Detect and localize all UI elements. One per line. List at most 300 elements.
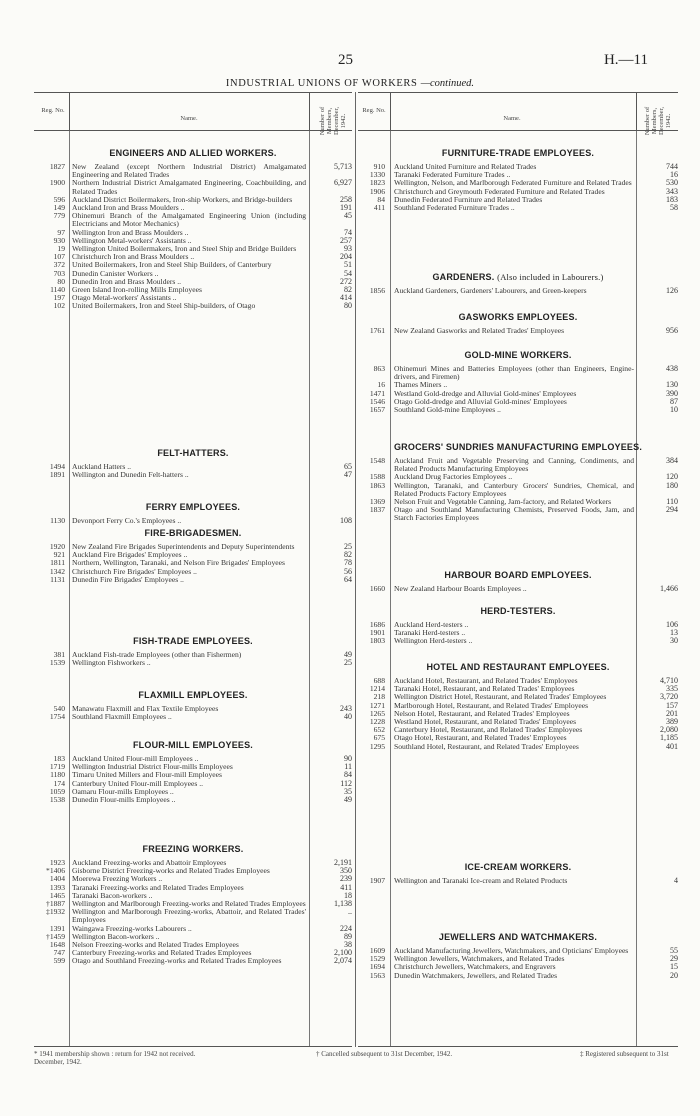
union-name: Taranaki Herd-testers .. [394,628,466,638]
union-name: Nelson Hotel, Restaurant, and Related Trades' Employees [394,708,570,718]
union-name: Christchurch and Greymouth Federated Furniture and Related Trades [394,186,605,196]
reg-no: 1827 [49,162,65,171]
table-row [358,877,678,885]
union-name: Auckland Fish-trade Employees (other than Fishermen) [72,650,242,659]
reg-no: 1265 [369,708,385,718]
reg-no: 930 [53,235,65,245]
member-count: 87 [670,396,678,406]
reg-no: 1694 [369,962,385,972]
name-header: Name. [503,115,521,122]
member-count: 89 [344,931,352,941]
member-count: 16 [670,170,678,180]
member-count: 35 [344,786,352,796]
union-name: Wellington Jewellers, Watchmakers, and Related Trades [394,954,565,964]
reg-no: 1891 [49,470,65,480]
reg-no: 599 [53,956,65,966]
union-name: Christchurch Jewellers, Watchmakers, and Engravers [394,962,556,972]
reg-no: 80 [57,276,65,286]
member-count: 6,927 [334,178,352,188]
reg-no: 1563 [369,970,385,980]
running-title-cont: —continued. [420,78,475,89]
member-count: 3,720 [660,692,678,702]
table-row [358,743,678,751]
section-title-text: FURNITURE-TRADE EMPLOYEES. [441,148,595,158]
section-title-text: HOTEL AND RESTAURANT EMPLOYEES. [426,662,610,672]
section-title-text: ENGINEERS AND ALLIED WORKERS. [109,148,277,158]
member-count: 201 [666,708,678,718]
member-count: 390 [666,388,678,398]
reg-no: *1406 [46,866,65,876]
table-row [34,517,352,525]
member-count: 82 [344,285,352,295]
member-count: 224 [340,923,352,933]
section-title-text: GASWORKS EMPLOYEES. [458,312,578,322]
member-count: 239 [340,874,352,884]
running-title-main: INDUSTRIAL UNIONS OF WORKERS [225,78,418,89]
union-name: Moerewa Freezing Workers .. [72,874,163,884]
section [34,147,352,311]
member-count: 82 [344,550,352,560]
left-column-body [34,131,352,1046]
running-title [0,78,700,89]
member-count: 350 [340,866,352,876]
member-count: 10 [670,405,678,415]
union-name: Auckland Freezing-works and Abattoir Employees [72,858,227,867]
member-count: 2,191 [334,858,352,867]
union-name: New Zealand (except Northern Industrial District) Amalgamated Engineering and Related Trades [72,162,306,180]
union-name: Auckland Hatters .. [72,462,132,471]
section [34,635,352,667]
union-name: Otago Hotel, Restaurant, and Related Trades' Employees [394,733,567,743]
section [358,441,678,523]
union-name: Wellington and Taranaki Ice-cream and Related Products [394,876,568,885]
reg-no: 1465 [49,890,65,900]
member-count: 120 [666,472,678,482]
union-name: New Zealand Harbour Boards Employees .. [394,584,527,593]
table-row [358,972,678,980]
reg-no: 149 [53,203,65,213]
section-title-text: HERD-TESTERS. [480,606,556,616]
table-row [358,506,678,522]
table-row [358,365,678,381]
table-row [34,471,352,479]
member-count: 11 [344,762,352,772]
union-name: Taranaki Federated Furniture Trades .. [394,170,511,180]
section [358,271,678,295]
member-count: 40 [344,712,352,722]
table-row [358,287,678,295]
left-column-header [34,93,352,136]
reg-no: 540 [53,704,65,713]
reg-no: 779 [53,211,65,221]
member-count: 343 [666,186,678,196]
reg-no: 1140 [50,285,65,295]
union-name: Manawatu Flaxmill and Flax Textile Employees [72,704,219,713]
member-count: 258 [340,194,352,204]
reg-no: 1803 [369,636,385,646]
table-row [358,637,678,645]
union-name: Christchurch Fire Brigades' Employees .. [72,566,197,576]
union-name: Wellington Fishworkers .. [72,658,151,668]
union-name: Canterbury United Flour-mill Employees .. [72,778,204,788]
section [358,661,678,751]
member-count: 56 [344,566,352,576]
section-title-text: ICE-CREAM WORKERS. [464,862,572,872]
union-name: Northern Industrial District Amalgamated Engineering, Coachbuilding, and Related Trades [72,178,306,196]
member-count: 5,713 [334,162,352,171]
reg-no: 1214 [369,684,385,694]
union-name: New Zealand Fire Brigades Superintendents and Deputy Superintendents [72,542,295,551]
union-name: Wellington Industrial District Flour-mills Employees [72,762,233,772]
table-row [34,302,352,310]
footnote-1: * 1941 membership shown : return for 1942 not received. [34,1050,196,1058]
member-count: 64 [344,574,352,584]
member-count: 204 [340,252,352,262]
reg-no: 1811 [50,558,65,568]
page-number: 25 [338,52,353,68]
reg-no: 1529 [369,954,385,964]
member-count: 112 [340,778,352,788]
member-count: 25 [344,658,352,668]
member-count: 180 [666,480,678,490]
reg-no: 1923 [49,858,65,867]
reg-no: 596 [53,194,65,204]
section-title-text: FIRE-BRIGADESMEN. [144,528,242,538]
section [34,527,352,584]
member-count: 84 [344,770,352,780]
member-count: 65 [344,462,352,471]
reg-no: 1330 [369,170,385,180]
reg-no: 183 [53,754,65,763]
union-name: Dunedin Fire Brigades' Employees .. [72,574,184,584]
section-title [358,931,678,943]
section-title [34,501,352,513]
member-count: 4,710 [660,676,678,685]
section-title-text: GOLD-MINE WORKERS. [464,350,572,360]
member-count: 1,466 [660,584,678,593]
union-name: Auckland Hotel, Restaurant, and Related Trades' Employees [394,676,578,685]
union-name: Southland Hotel, Restaurant, and Related Trades' Employees [394,741,579,751]
table-row [34,796,352,804]
name-header: Name. [180,115,198,122]
member-count: 530 [666,178,678,188]
reg-no: 381 [53,650,65,659]
reg-no: 1588 [369,472,385,482]
member-count: 191 [340,203,352,213]
section [358,931,678,980]
members-header: Number of Members, December, 1942. [319,106,347,136]
reg-no: 1900 [49,178,65,188]
union-name: Wellington, Taranaki, and Canterbury Grocers' Sundries, Chemical, and Related Products Factory Employees [394,480,634,498]
union-name: Auckland United Flour-mill Employees .. [72,754,199,763]
page-header [0,52,700,72]
member-count: 130 [666,380,678,390]
union-name: Otago Metal-workers' Assistants .. [72,293,177,303]
section-title [34,447,352,459]
reg-no: 1837 [369,505,385,515]
reg-no: 1228 [369,717,385,727]
reg-no: 174 [53,778,65,788]
member-count: 15 [670,962,678,972]
member-count: 2,100 [334,948,352,958]
table-row [34,713,352,721]
union-name: Dunedin Flour-mills Employees .. [72,795,176,805]
members-header: Number of Members, December, 1942. [644,106,672,136]
reg-no: 1657 [369,405,385,415]
member-count: 272 [340,276,352,286]
union-name: Wellington Herd-testers .. [394,636,473,646]
reg-no: 1648 [49,940,65,950]
table-row [34,957,352,965]
member-count: 20 [670,970,678,980]
union-name: Auckland Fruit and Vegetable Preserving and Canning, Condiments, and Related Products Manufacturing Employees [394,456,634,474]
reg-no: 1494 [49,462,65,471]
union-name: Marlborough Hotel, Restaurant, and Related Trades' Employees [394,700,589,710]
union-name: Dunedin Iron and Brass Moulders .. [72,276,182,286]
member-count: 110 [666,497,678,507]
section-title [358,349,678,361]
member-count: 90 [344,754,352,763]
table-row [358,327,678,335]
union-name: Taranaki Freezing-works and Related Trades Employees [72,882,244,892]
member-count: 78 [344,558,352,568]
member-count: 243 [340,704,352,713]
union-name: Wellington District Hotel, Restaurant, and Related Trades' Employees [394,692,607,702]
reg-no: 1391 [49,923,65,933]
member-count: 401 [666,741,678,751]
reg-no: 107 [53,252,65,262]
reg-no-header: Reg. No. [41,107,65,114]
union-name: Dunedin Canister Workers .. [72,268,159,278]
footnote-2: † Cancelled subsequent to 31st December, 1942. [316,1050,453,1058]
member-count: 13 [670,628,678,638]
member-count: 438 [666,364,678,373]
right-column-table [358,92,678,1047]
member-count: 389 [666,717,678,727]
section-title-text: FISH-TRADE EMPLOYEES. [133,636,253,646]
union-name: Ohinemuri Branch of the Amalgamated Engineering Union (including Electricians and Motor Mechanics) [72,211,306,229]
section-title [358,605,678,617]
table-row [34,908,352,924]
table-row [34,163,352,179]
union-name: Wellington and Marlborough Freezing-works, Abattoir, and Related Trades' Employees [72,907,306,925]
member-count: 257 [340,235,352,245]
reg-no: 1823 [369,178,385,188]
reg-no: ‡1932 [46,907,65,917]
member-count: 384 [666,456,678,465]
union-name: Auckland District Boilermakers, Iron-ship Workers, and Bridge-builders [72,194,293,204]
section-title [34,739,352,751]
reg-no: 1920 [49,542,65,551]
table-row [358,585,678,593]
member-count: 25 [344,542,352,551]
member-count: 183 [666,194,678,204]
member-count: 294 [666,505,678,515]
reg-no: 1393 [49,882,65,892]
reg-no: 1404 [49,874,65,884]
reg-no: 1546 [369,396,385,406]
reg-no: 1471 [369,388,385,398]
reg-no: 372 [53,260,65,270]
union-name: Wellington and Dunedin Felt-hatters .. [72,470,189,480]
reg-no: 1863 [369,480,385,490]
union-name: Otago and Southland Manufacturing Chemists, Preserved Foods, Jam, and Starch Factories Employees [394,505,634,523]
reg-no: 1901 [369,628,385,638]
union-name: Waingawa Freezing-works Labourers .. [72,923,192,933]
reg-no: 1342 [49,566,65,576]
table-row [358,482,678,498]
reg-no: 218 [373,692,385,702]
section [34,739,352,804]
section-title [34,843,352,855]
reg-no: 1609 [369,946,385,955]
union-name: Auckland Gardeners, Gardeners' Labourers, and Green-keepers [394,286,587,295]
member-count: 74 [344,227,352,237]
member-count: 414 [340,293,352,303]
union-name: Christchurch Iron and Brass Moulders .. [72,252,195,262]
member-count: 108 [340,516,352,525]
reg-no: 747 [53,948,65,958]
member-count: 1,138 [334,899,352,909]
reg-no: 1059 [49,786,65,796]
reg-no: 1548 [369,456,385,465]
section-title [34,527,352,539]
footnote-3-continued: December, 1942. [34,1058,82,1066]
union-name: Wellington Metal-workers' Assistants .. [72,235,192,245]
union-name: Wellington, Nelson, and Marlborough Federated Furniture and Related Trades [394,178,632,188]
union-name: Westland Gold-dredge and Alluvial Gold-mines' Employees [394,388,577,398]
reg-no: 102 [53,301,65,311]
union-name: Nelson Freezing-works and Related Trades Employees [72,940,239,950]
union-name: Canterbury Freezing-works and Related Trades Employees [72,948,252,958]
union-name: Nelson Fruit and Vegetable Canning, Jam-factory, and Related Workers [394,497,612,507]
union-name: Wellington Bacon-workers .. [72,931,160,941]
table-row [34,212,352,228]
table-row [34,659,352,667]
member-count: 54 [344,268,352,278]
reg-no: 1856 [369,286,385,295]
section [358,861,678,885]
member-count: 51 [344,260,352,270]
section-note: (Also included in Labourers.) [497,272,604,282]
member-count: 45 [344,211,352,221]
reg-no: 1180 [50,770,65,780]
union-name: Otago and Southland Freezing-works and Related Trades Employees [72,956,282,966]
section-title [34,689,352,701]
member-count: 1,185 [660,733,678,743]
union-name: Auckland Fire Brigades' Employees .. [72,550,188,560]
section-title-text: FLOUR-MILL EMPLOYEES. [132,740,254,750]
member-count: 58 [670,203,678,213]
section [34,447,352,479]
union-name: Gisborne District Freezing-works and Related Trades Employees [72,866,270,876]
union-name: Auckland Manufacturing Jewellers, Watchmakers, and Opticians' Employees [394,946,629,955]
section-title-text: FREEZING WORKERS. [142,844,244,854]
section-title [358,147,678,159]
section [34,689,352,721]
union-name: Timaru United Millers and Flour-mill Employees [72,770,222,780]
reg-no: 1295 [369,741,385,751]
union-name: Otago Gold-dredge and Alluvial Gold-mines' Employees [394,396,567,406]
member-count: 126 [666,286,678,295]
section [358,349,678,414]
footnote-3: ‡ Registered subsequent to 31st [580,1050,669,1058]
section-title [358,569,678,581]
member-count: 106 [666,620,678,629]
section [358,147,678,212]
reg-no: 863 [373,364,385,373]
table-row [358,204,678,212]
union-name: New Zealand Gasworks and Related Trades' Employees [394,326,565,335]
reg-no: 652 [373,725,385,735]
member-count: 49 [344,650,352,659]
reg-no: 84 [377,194,385,204]
member-count: 335 [666,684,678,694]
member-count: 2,074 [334,956,352,966]
reg-no: 16 [377,380,385,390]
union-name: Northern, Wellington, Taranaki, and Nelson Fire Brigades' Employees [72,558,285,568]
section-title [358,441,678,453]
section-title [358,861,678,873]
union-name: Southland Federated Furniture Trades .. [394,203,515,213]
reg-no-header: Reg. No. [362,107,386,114]
section-title [358,271,678,283]
section [34,843,352,966]
member-count: 4 [674,876,678,885]
reg-no: 197 [53,293,65,303]
member-count: 30 [670,636,678,646]
member-count: 93 [344,244,352,254]
reg-no: 1369 [369,497,385,507]
union-name: Dunedin Watchmakers, Jewellers, and Related Trades [394,970,558,980]
page-code: H.—11 [603,52,648,68]
reg-no: 1906 [369,186,385,196]
union-name: Wellington United Boilermakers, Iron and Steel Ship and Bridge Builders [72,244,297,254]
section [358,311,678,335]
reg-no: 19 [57,244,65,254]
reg-no: †1887 [46,899,65,909]
member-count: 49 [344,795,352,805]
reg-no: 411 [373,203,385,213]
member-count: 956 [666,326,678,335]
reg-no: 921 [53,550,65,560]
reg-no: 1719 [49,762,65,772]
section-title-text: HARBOUR BOARD EMPLOYEES. [444,570,592,580]
member-count: .. [348,907,352,917]
reg-no: 703 [53,268,65,278]
section-title-text: FERRY EMPLOYEES. [145,502,241,512]
member-count: 80 [344,301,352,311]
reg-no: 1271 [369,700,385,710]
left-column-table [34,92,352,1047]
union-name: Dunedin Federated Furniture and Related Trades [394,194,543,204]
section-title [358,311,678,323]
section [358,605,678,646]
section [358,569,678,593]
reg-no: 1131 [50,574,65,584]
member-count: 18 [344,890,352,900]
right-column-header [358,93,678,136]
reg-no: 910 [373,162,385,171]
member-count: 38 [344,940,352,950]
union-name: United Boilermakers, Iron and Steel Ship-builders, of Otago [72,301,256,311]
section-title [358,661,678,673]
reg-no: 1907 [369,876,385,885]
reg-no: 1130 [50,516,65,525]
union-name: Auckland Herd-testers .. [394,620,469,629]
member-count: 411 [340,882,352,892]
section-title-text: GROCERS' SUNDRIES MANUFACTURING EMPLOYEES. [393,442,643,452]
